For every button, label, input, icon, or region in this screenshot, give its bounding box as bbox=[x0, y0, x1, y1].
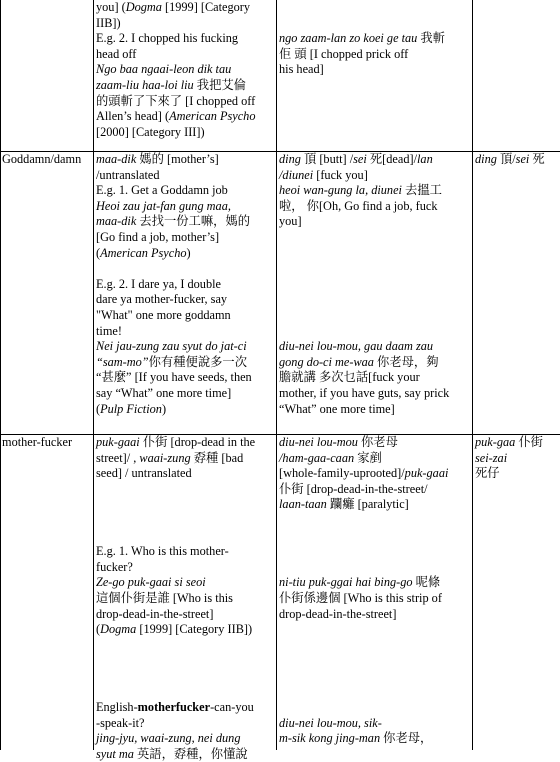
blank-line bbox=[279, 560, 471, 576]
text-segment: 去搵工 bbox=[401, 183, 442, 198]
text-line bbox=[96, 0, 276, 16]
text-segment: [whole-family-uprooted]/ bbox=[279, 466, 405, 481]
text-line bbox=[96, 109, 276, 125]
text-segment: [fuck you] bbox=[313, 167, 368, 182]
text-line bbox=[279, 451, 471, 467]
table-border-left bbox=[0, 0, 1, 750]
text-line bbox=[96, 339, 276, 355]
text-segment: jing-jyu, waai-zung, nei dung bbox=[96, 731, 241, 746]
blank-line bbox=[96, 261, 276, 277]
blank-line bbox=[279, 16, 471, 32]
blank-line bbox=[279, 544, 471, 560]
text-segment: E.g. 1. Who is this mother- bbox=[96, 544, 229, 559]
text-segment: E.g. 2. I chopped his fucking bbox=[96, 31, 239, 46]
text-line bbox=[96, 78, 276, 94]
text-segment: E.g. 1. Get a Goddamn job bbox=[96, 183, 228, 198]
text-segment: IIB]) bbox=[96, 15, 121, 30]
text-segment: American Psycho bbox=[100, 245, 187, 260]
text-line bbox=[96, 277, 276, 293]
text-line bbox=[279, 482, 471, 498]
text-segment: Allen’s head] ( bbox=[96, 109, 170, 124]
blank-line bbox=[279, 700, 471, 716]
text-segment: time! bbox=[96, 323, 122, 338]
text-segment: 你老母， bbox=[380, 731, 433, 746]
text-segment: 仆街 [drop-dead in the bbox=[139, 435, 256, 449]
text-line bbox=[279, 497, 471, 513]
text-segment: 孬種 [bad bbox=[190, 450, 244, 465]
text-line bbox=[279, 199, 471, 215]
text-segment: lan bbox=[417, 152, 433, 166]
blank-line bbox=[279, 669, 471, 685]
text-segment: Heoi zau jat-fan gung maa, bbox=[96, 198, 231, 213]
text-segment: ) bbox=[186, 245, 191, 260]
text-line bbox=[96, 324, 276, 340]
text-segment: /ham-gaa-caan bbox=[279, 450, 355, 465]
text-segment: his head] bbox=[279, 62, 324, 77]
text-line bbox=[279, 355, 471, 371]
blank-line bbox=[279, 529, 471, 545]
text-line bbox=[279, 607, 471, 623]
text-segment: sei bbox=[515, 152, 530, 166]
text-line bbox=[279, 716, 471, 732]
text-segment: 這個仆街是誰 [Who is this bbox=[96, 590, 233, 605]
text-line bbox=[96, 94, 276, 110]
text-line bbox=[279, 214, 471, 230]
text-segment: "What" one more goddamn bbox=[96, 307, 231, 322]
text-segment: [1999] [Category bbox=[161, 0, 251, 14]
text-segment: head off bbox=[96, 46, 137, 61]
text-line bbox=[279, 466, 471, 482]
text-segment: ( bbox=[96, 245, 101, 260]
text-line bbox=[96, 716, 276, 732]
text-line bbox=[96, 591, 276, 607]
blank-line bbox=[279, 685, 471, 701]
blank-line bbox=[279, 277, 471, 293]
text-line bbox=[96, 466, 276, 482]
text-line bbox=[96, 16, 276, 32]
text-segment: 你有種便說多一次 bbox=[148, 354, 248, 369]
text-segment: 仆街係邊個 [Who is this strip of bbox=[279, 590, 442, 605]
text-line bbox=[279, 402, 471, 418]
text-line bbox=[475, 152, 559, 168]
text-line bbox=[96, 544, 276, 560]
alt-cell bbox=[475, 152, 559, 433]
text-segment: 膽就講 多次乜話[fuck your bbox=[279, 370, 420, 385]
text-segment: 家剷 bbox=[354, 450, 382, 465]
text-segment: /untranslated bbox=[96, 167, 160, 182]
text-segment: 你老母 bbox=[357, 435, 398, 449]
text-segment: “What” one more time] bbox=[279, 401, 395, 416]
text-segment: mother, if you have guts, say prick bbox=[279, 385, 450, 400]
blank-line bbox=[279, 261, 471, 277]
text-segment: laan-taan bbox=[279, 497, 327, 512]
blank-line bbox=[279, 230, 471, 246]
text-line bbox=[475, 435, 559, 451]
text-segment: puk-gaa bbox=[475, 435, 516, 449]
text-segment: ngo zaam-lan zo koei ge tau bbox=[279, 31, 418, 46]
blank-line bbox=[279, 246, 471, 262]
blank-line bbox=[96, 529, 276, 545]
text-segment: waai-zung bbox=[139, 450, 191, 465]
alt-cell bbox=[475, 0, 559, 150]
table-divider-col1 bbox=[93, 0, 94, 750]
text-segment: 媽的 [mother’s] bbox=[136, 152, 219, 166]
text-segment: “甚麼” [If you have seeds, then bbox=[96, 370, 252, 385]
text-segment: diu-nei lou-mou, sik- bbox=[279, 715, 382, 730]
text-line bbox=[279, 152, 471, 168]
translation-cell bbox=[279, 435, 471, 750]
text-segment: 躝癱 [paralytic] bbox=[326, 497, 409, 512]
text-line bbox=[96, 230, 276, 246]
text-line bbox=[96, 402, 276, 418]
text-segment: puk-gaai bbox=[96, 435, 140, 449]
table-divider-col2 bbox=[276, 0, 277, 750]
text-segment: English- bbox=[96, 700, 138, 715]
text-segment: [1999] [Category IIB]) bbox=[136, 622, 253, 637]
term-label: mother-fucker bbox=[2, 435, 73, 449]
text-line bbox=[279, 47, 471, 63]
text-line bbox=[96, 370, 276, 386]
text-line bbox=[279, 575, 471, 591]
text-segment: Nei jau-zung zau syut do jat-ci bbox=[96, 339, 247, 354]
term-label: Goddamn/damn bbox=[2, 152, 82, 166]
text-segment: ( bbox=[96, 622, 101, 637]
text-line bbox=[96, 183, 276, 199]
blank-line bbox=[96, 653, 276, 669]
text-line bbox=[96, 700, 276, 716]
translation-cell bbox=[279, 0, 471, 150]
text-line bbox=[279, 183, 471, 199]
text-segment: 死[dead]/ bbox=[366, 152, 418, 166]
text-segment: motherfucker bbox=[137, 700, 211, 715]
blank-line bbox=[279, 513, 471, 529]
text-segment: gong do-ci me-waa bbox=[279, 354, 374, 369]
text-segment: drop-dead-in-the-street] bbox=[279, 606, 397, 621]
text-segment: you] bbox=[279, 214, 302, 229]
text-segment: 的頭斬了下來了 [I chopped off bbox=[96, 93, 256, 108]
text-segment: sei bbox=[353, 152, 367, 166]
text-line bbox=[96, 214, 276, 230]
text-line bbox=[96, 386, 276, 402]
text-line bbox=[96, 747, 276, 762]
text-line bbox=[96, 560, 276, 576]
blank-line bbox=[96, 482, 276, 498]
text-line bbox=[475, 451, 559, 467]
text-line bbox=[279, 386, 471, 402]
blank-line bbox=[279, 324, 471, 340]
text-segment: /diunei bbox=[279, 167, 314, 182]
text-segment: E.g. 2. I dare ya, I double bbox=[96, 276, 221, 291]
text-segment: 死仔 bbox=[475, 466, 500, 481]
blank-line bbox=[279, 0, 471, 16]
text-segment: Pulp Fiction bbox=[100, 401, 162, 416]
text-segment: ding bbox=[279, 152, 301, 166]
text-line bbox=[96, 199, 276, 215]
text-segment: Ze-go puk-gaai si seoi bbox=[96, 575, 206, 590]
text-segment: 我斬 bbox=[417, 31, 445, 46]
blank-line bbox=[96, 685, 276, 701]
text-segment: 你老母，夠 bbox=[373, 354, 439, 369]
text-line bbox=[96, 168, 276, 184]
text-segment: diu-nei lou-mou, gau daam zau bbox=[279, 339, 434, 354]
text-segment: -speak-it? bbox=[96, 715, 145, 730]
table-divider-col3 bbox=[472, 0, 473, 750]
text-segment: 啦， 你[Oh, Go find a job, fuck bbox=[279, 198, 438, 213]
text-segment: maa-dik bbox=[96, 152, 137, 166]
text-line bbox=[96, 125, 276, 141]
text-line bbox=[96, 575, 276, 591]
blank-line bbox=[279, 292, 471, 308]
text-segment: m-sik kong jing-man bbox=[279, 731, 381, 746]
text-segment: Dogma bbox=[125, 0, 162, 14]
blank-line bbox=[96, 497, 276, 513]
text-segment: 去找一份工嘛，媽的 bbox=[136, 214, 251, 229]
text-line bbox=[96, 62, 276, 78]
text-segment: drop-dead-in-the-street] bbox=[96, 606, 214, 621]
text-line bbox=[279, 168, 471, 184]
text-line bbox=[96, 435, 276, 451]
original-cell bbox=[96, 152, 276, 433]
text-line bbox=[279, 370, 471, 386]
text-line bbox=[96, 607, 276, 623]
term-cell bbox=[2, 435, 92, 750]
text-line bbox=[96, 308, 276, 324]
text-segment: “sam-mo” bbox=[96, 354, 149, 369]
text-segment: zaam-liu haa-loi liu bbox=[96, 77, 194, 92]
text-segment: ) bbox=[161, 401, 167, 416]
text-segment: [Go find a job, mother’s] bbox=[96, 229, 220, 244]
text-line bbox=[279, 435, 471, 451]
text-line bbox=[96, 451, 276, 467]
text-segment: street]/ , bbox=[96, 450, 140, 465]
text-segment: American Psycho bbox=[169, 109, 256, 124]
alt-cell bbox=[475, 435, 559, 750]
text-segment: maa-dik bbox=[96, 214, 137, 229]
text-segment: you] ( bbox=[96, 0, 126, 14]
text-segment: say “What” one more time] bbox=[96, 385, 232, 400]
term-cell bbox=[2, 0, 92, 150]
text-segment: ( bbox=[96, 401, 101, 416]
term-cell bbox=[2, 152, 92, 433]
text-segment: 頂/ bbox=[496, 152, 516, 166]
text-line bbox=[279, 62, 471, 78]
text-line bbox=[279, 31, 471, 47]
text-segment: sei-zai bbox=[475, 450, 508, 465]
text-segment: dare ya mother-fucker, say bbox=[96, 292, 228, 307]
text-segment: 仆街 [drop-dead-in-the-street/ bbox=[279, 481, 428, 496]
text-line bbox=[96, 622, 276, 638]
text-line bbox=[96, 31, 276, 47]
text-segment: 英語，孬種，你懂說 bbox=[133, 746, 248, 761]
text-segment: 我把艾倫 bbox=[193, 77, 246, 92]
text-segment: ni-tiu puk-ggai hai bing-go bbox=[279, 575, 413, 590]
blank-line bbox=[96, 513, 276, 529]
original-cell bbox=[96, 0, 276, 150]
text-line bbox=[279, 731, 471, 747]
text-segment: seed] / untranslated bbox=[96, 466, 192, 481]
text-segment: heoi wan-gung la, diunei bbox=[279, 183, 402, 198]
text-segment: Dogma bbox=[100, 622, 137, 637]
blank-line bbox=[279, 653, 471, 669]
text-segment: 死 bbox=[529, 152, 545, 166]
blank-line bbox=[279, 622, 471, 638]
text-segment: Ngo baa ngaai-leon dik tau bbox=[96, 62, 232, 77]
blank-line bbox=[96, 669, 276, 685]
text-line bbox=[96, 292, 276, 308]
text-segment: [2000] [Category III]) bbox=[96, 124, 205, 139]
text-line bbox=[279, 591, 471, 607]
original-cell bbox=[96, 435, 276, 761]
translation-cell bbox=[279, 152, 471, 433]
text-segment: 呢條 bbox=[412, 575, 441, 590]
text-line bbox=[96, 152, 276, 168]
text-segment: -can-you bbox=[210, 700, 254, 715]
text-segment: 佢 頭 [I chopped prick off bbox=[279, 46, 409, 61]
text-line bbox=[96, 246, 276, 262]
text-line bbox=[96, 731, 276, 747]
blank-line bbox=[96, 638, 276, 654]
text-segment: fucker? bbox=[96, 559, 133, 574]
text-line bbox=[475, 466, 559, 482]
text-line bbox=[96, 47, 276, 63]
text-line bbox=[279, 339, 471, 355]
blank-line bbox=[279, 308, 471, 324]
text-segment: syut ma bbox=[96, 746, 134, 761]
blank-line bbox=[279, 638, 471, 654]
text-segment: diu-nei lou-mou bbox=[279, 435, 358, 449]
text-segment: puk-gaai bbox=[404, 466, 449, 481]
text-segment: ding bbox=[475, 152, 497, 166]
text-segment: 仆街 bbox=[515, 435, 543, 449]
text-segment: 頂 [butt] / bbox=[300, 152, 354, 166]
text-line bbox=[96, 355, 276, 371]
